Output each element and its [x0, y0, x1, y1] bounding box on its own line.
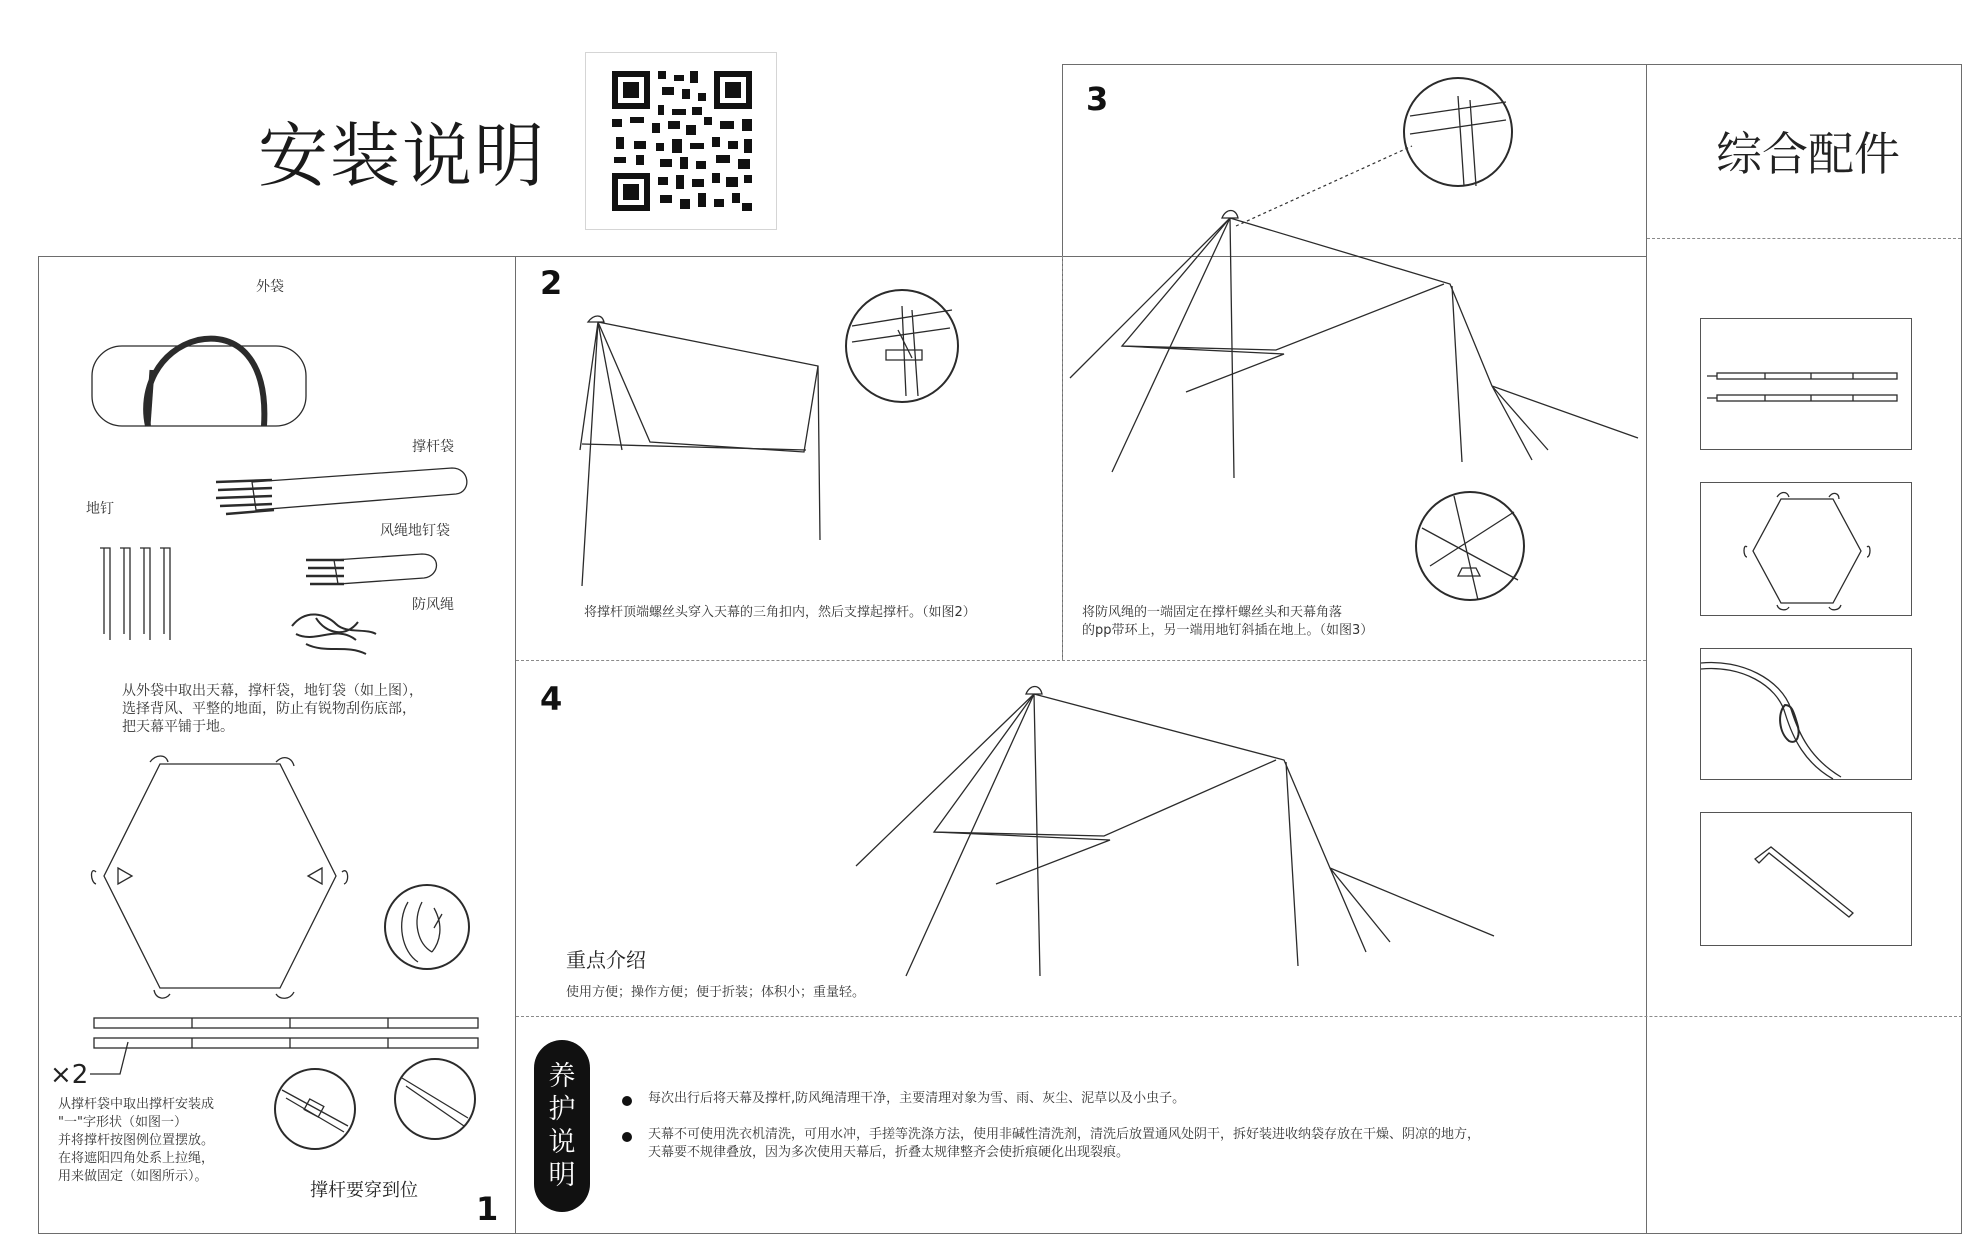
- step1-pole-instruction: 从撑杆袋中取出撑杆安装成 "一"字形状（如图一） 并将撑杆按图例位置摆放。 在将遮阳四角处系上拉绳， 用来做固定（如图所示）。: [58, 1097, 215, 1184]
- care-title-pill: 养 护 说 明: [534, 1040, 590, 1212]
- divider-accessories-title: [1647, 238, 1961, 239]
- accessory-tarp: [1700, 482, 1912, 616]
- divider-step4-care: [516, 1016, 1962, 1017]
- multiplier-leader-line: [90, 1040, 130, 1080]
- accessories-title: 综合配件: [1716, 127, 1900, 181]
- step2-number: 2: [540, 264, 563, 302]
- step3-detail-circle-bottom: [1414, 490, 1534, 610]
- step2-detail-circle: [842, 286, 962, 406]
- label-pole-bag: 撑杆袋: [412, 439, 454, 455]
- label-windrope: 防风绳: [412, 597, 454, 613]
- page-title: 安装说明: [258, 115, 546, 197]
- step3-leader-line: [1232, 136, 1532, 246]
- step4-highlight-text: 使用方便；操作方便；便于折装；体积小；重量轻。: [566, 985, 866, 1000]
- accessory-tarp-graphic: [1701, 483, 1913, 617]
- step1-number: 1: [476, 1190, 499, 1228]
- windrope-illustration: [286, 604, 386, 664]
- outer-bag-illustration: [88, 330, 318, 440]
- care-item-1: 每次出行后将天幕及撑杆,防风绳清理干净，主要清理对象为雪、雨、灰尘、泥草以及小虫子。: [648, 1091, 1186, 1106]
- label-stakes: 地钉: [86, 501, 114, 517]
- hexagon-layout-diagram: [80, 750, 360, 1010]
- divider-step23-step4: [516, 660, 1646, 661]
- rope-bag-illustration: [304, 548, 444, 594]
- buckle-detail-circle: [382, 882, 472, 972]
- qr-code: [585, 52, 777, 230]
- step3-instruction: 将防风绳的一端固定在撑杆螺丝头和天幕角落 的pp带环上，另一端用地钉斜插在地上。（如图3）: [1082, 605, 1374, 638]
- poles-illustration: [92, 1014, 482, 1054]
- step1-instruction: 从外袋中取出天幕，撑杆袋，地钉袋（如上图）， 选择背风、平整的地面，防止有锐物刮伤底部， 把天幕平铺于地。: [122, 683, 423, 735]
- care-item-2: 天幕不可使用洗衣机清洗，可用水冲，手搓等洗涤方法，使用非碱性清洗剂，清洗后放置通风处阴干，拆好装进收纳袋存放在干燥、阴凉的地方， 天幕要不规律叠放，因为多次使用天幕后，折叠太规律整齐会使折痕硬化出现裂痕。: [648, 1127, 1481, 1160]
- pole-multiplier: ×2: [50, 1060, 89, 1090]
- accessory-windrope: [1700, 648, 1912, 780]
- pole-joint-detail-circle-a: [272, 1066, 358, 1152]
- accessory-stake: [1700, 812, 1912, 946]
- step4-illustration: [846, 680, 1486, 980]
- step2-instruction: 将撑杆顶端螺丝头穿入天幕的三角扣内，然后支撑起撑杆。（如图2）: [584, 605, 976, 620]
- qr-code-graphic: [586, 53, 778, 231]
- care-bullet-2: [622, 1132, 632, 1142]
- accessory-poles-graphic: [1701, 319, 1913, 451]
- label-rope-bag: 风绳地钉袋: [380, 523, 450, 539]
- accessory-stake-graphic: [1701, 813, 1913, 947]
- step3-number: 3: [1086, 80, 1109, 118]
- accessory-windrope-graphic: [1701, 649, 1913, 781]
- pole-joint-detail-circle-b: [392, 1056, 478, 1142]
- step4-number: 4: [540, 680, 563, 718]
- step1-pole-caption: 撑杆要穿到位: [310, 1180, 418, 1201]
- label-outer-bag: 外袋: [256, 279, 284, 295]
- care-bullet-1: [622, 1096, 632, 1106]
- step3-illustration: [1062, 206, 1662, 506]
- accessory-poles: [1700, 318, 1912, 450]
- step4-highlight-title: 重点介绍: [566, 948, 646, 972]
- stakes-illustration: [96, 544, 196, 644]
